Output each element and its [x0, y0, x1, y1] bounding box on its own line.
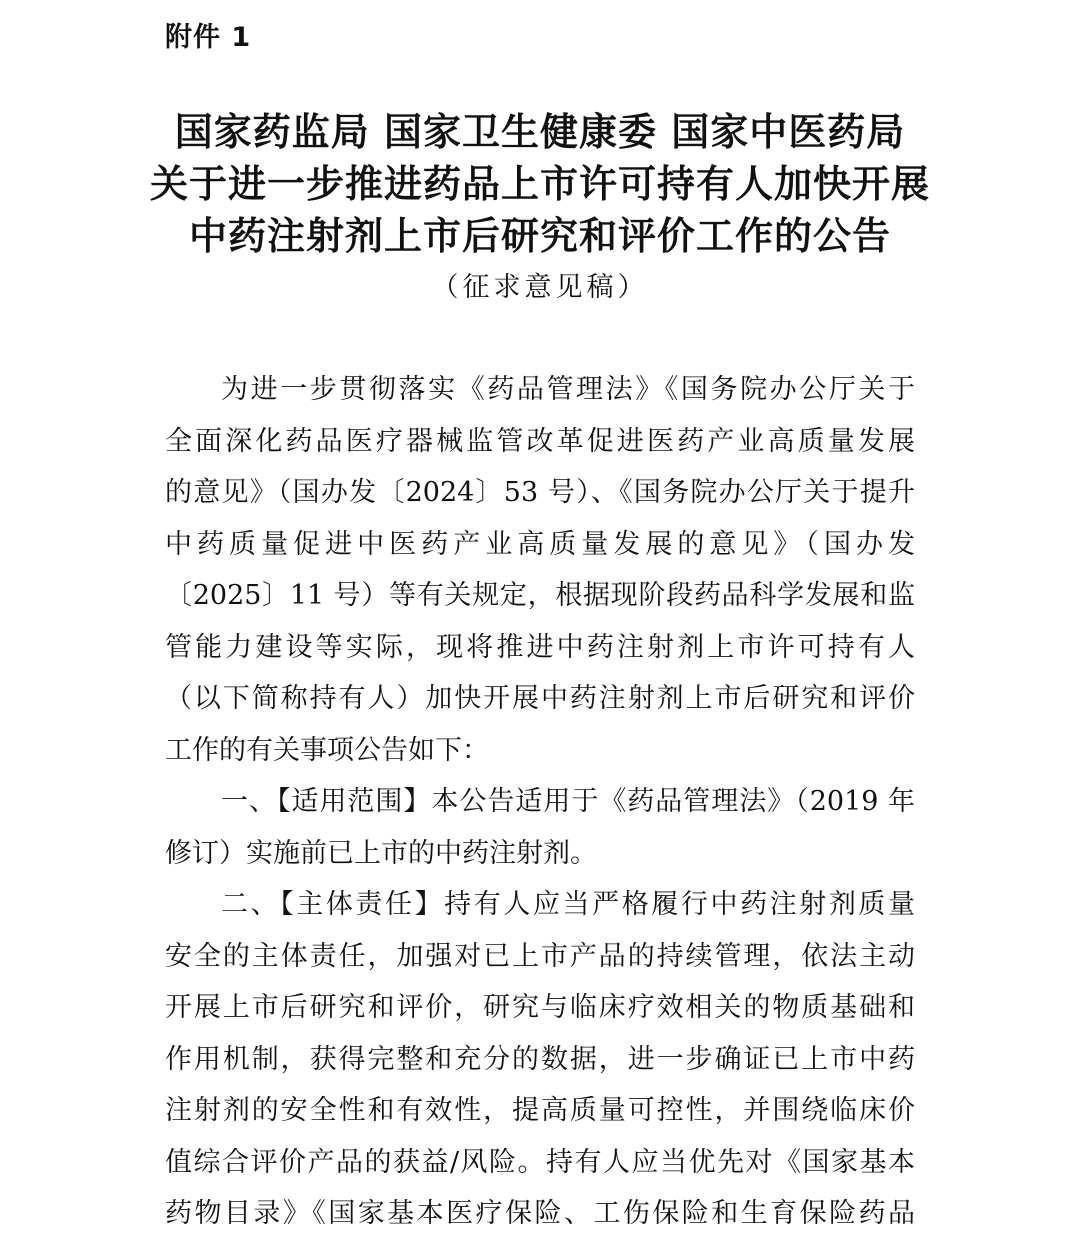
paragraph-scope: [165, 776, 915, 879]
paragraph-responsibility: [165, 879, 915, 1240]
text-line: 修订）实施前已上市的中药注射剂。: [165, 837, 597, 869]
title-line-3: 中药注射剂上市后研究和评价工作的公告: [188, 213, 891, 258]
paragraph-preamble: [165, 364, 915, 776]
text-line: 开展上市后研究和评价，研究与临床疗效相关的物质基础和: [165, 992, 915, 1023]
attachment-label: 附件 1: [165, 22, 252, 53]
title-line-1: 国家药监局 国家卫生健康委 国家中医药局: [174, 109, 906, 154]
text-line: 中药质量促进中医药产业高质量发展的意见》（国办发: [165, 528, 915, 560]
document-body: [165, 364, 915, 1240]
text-line: 药物目录》《国家基本医疗保险、工伤保险和生育保险药品: [165, 1198, 915, 1229]
text-line: 值综合评价产品的获益/风险。持有人应当优先对《国家基本: [165, 1146, 915, 1178]
text-line: 安全的主体责任，加强对已上市产品的持续管理，依法主动: [165, 940, 915, 972]
text-line: 全面深化药品医疗器械监管改革促进医药产业高质量发展: [165, 425, 915, 457]
text-line: 注射剂的安全性和有效性，提高质量可控性，并围绕临床价: [165, 1095, 915, 1126]
text-line: （以下简称持有人）加快开展中药注射剂上市后研究和评价: [165, 683, 915, 714]
text-line: 一、【适用范围】本公告适用于《药品管理法》（2019 年: [221, 786, 915, 817]
text-line: 作用机制，获得完整和充分的数据，进一步确证已上市中药: [165, 1043, 915, 1075]
document-subtitle: （征求意见稿）: [431, 272, 649, 303]
text-line: 管能力建设等实际，现将推进中药注射剂上市许可持有人: [165, 631, 915, 663]
title-line-2: 关于进一步推进药品上市许可持有人加快开展: [149, 161, 930, 206]
text-line: 工作的有关事项公告如下：: [165, 734, 489, 766]
document-title: [120, 106, 960, 262]
text-line: 二、【主体责任】持有人应当严格履行中药注射剂质量: [221, 889, 915, 920]
text-line: 的意见》（国办发〔2024〕53 号）、《国务院办公厅关于提升: [165, 477, 915, 508]
text-line: 为进一步贯彻落实《药品管理法》《国务院办公厅关于: [221, 374, 915, 405]
text-line: 〔2025〕11 号）等有关规定，根据现阶段药品科学发展和监: [165, 580, 915, 611]
